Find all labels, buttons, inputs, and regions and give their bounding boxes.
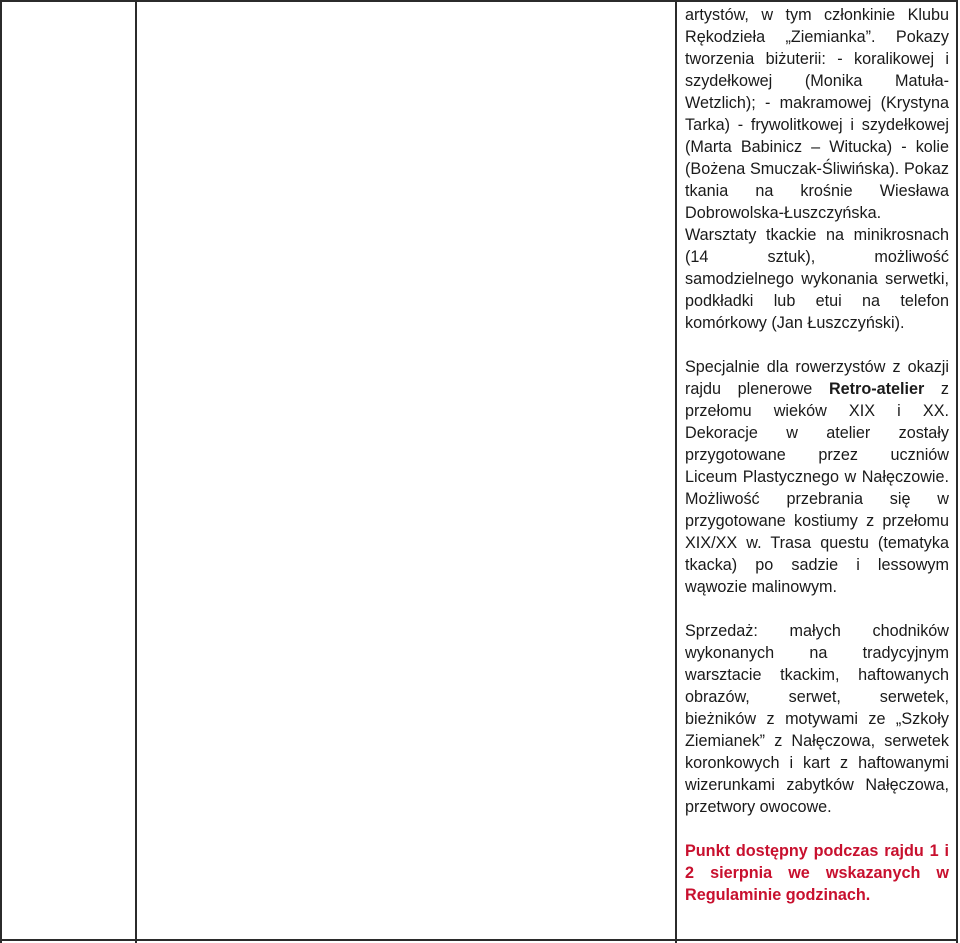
retro-rest-text: z przełomu wieków XIX i XX. Dekoracje w atelier zostały przygotowane przez uczniów Liceum Plastycznego w Nałęczowie. Możliwość przebrania się w przygotowane kostiumy z przełomu XIX/XX w. Trasa questu (tematyka tkacka) po sadzie i lessowym wąwozie malinowym. [685, 380, 950, 596]
paragraph-sales [685, 620, 949, 818]
activities-text: artystów, w tym członkinie Klubu Rękodzieła „Ziemianka”. Pokazy tworzenia biżuterii: - koralikowej i szydełkowej (Monika Matuła-Wetzlich); - makramowej (Krystyna Tarka) - frywolitkowej i szydełkowej (Marta Babinicz – Witucka) - kolie (Bożena Smuczak-Śliwińska). Pokaz tkania na krośnie Wiesława Dobrowolska-Łuszczyńska. Warsztaty tkackie na minikrosnach (14 sztuk), możliwość samodzielnego wykonania serwetki, podkładki lub etui na telefon komórkowy (Jan Łuszczyński). [685, 6, 949, 332]
paragraph-activities [685, 4, 949, 334]
table-divider-2 [675, 0, 677, 943]
table-border-top [0, 0, 958, 2]
retro-intro-text: Specjalnie dla rowerzystów z okazji rajdu plenerowe [685, 358, 949, 398]
sales-text: Sprzedaż: małych chodników wykonanych na tradycyjnym warsztacie tkackim, haftowanych obrazów, serwet, serwetek, bieżników z motywami ze „Szkoły Ziemianek” z Nałęczowa, serwetek koronkowych i kart z haftowanymi wizerunkami zabytków Nałęczowa, przetwory owocowe. [685, 622, 949, 816]
table-divider-1 [135, 0, 137, 943]
paragraph-availability-notice [685, 840, 949, 906]
table-border-left [0, 0, 2, 943]
table-border-bottom [0, 939, 958, 941]
table-border-right [956, 0, 958, 943]
availability-text: Punkt dostępny podczas rajdu 1 i 2 sierpnia we wskazanych w Regulaminie godzinach. [685, 842, 949, 904]
paragraph-retro-atelier [685, 356, 949, 598]
retro-atelier-bold: Retro-atelier [828, 380, 925, 398]
cell-content [685, 4, 949, 906]
